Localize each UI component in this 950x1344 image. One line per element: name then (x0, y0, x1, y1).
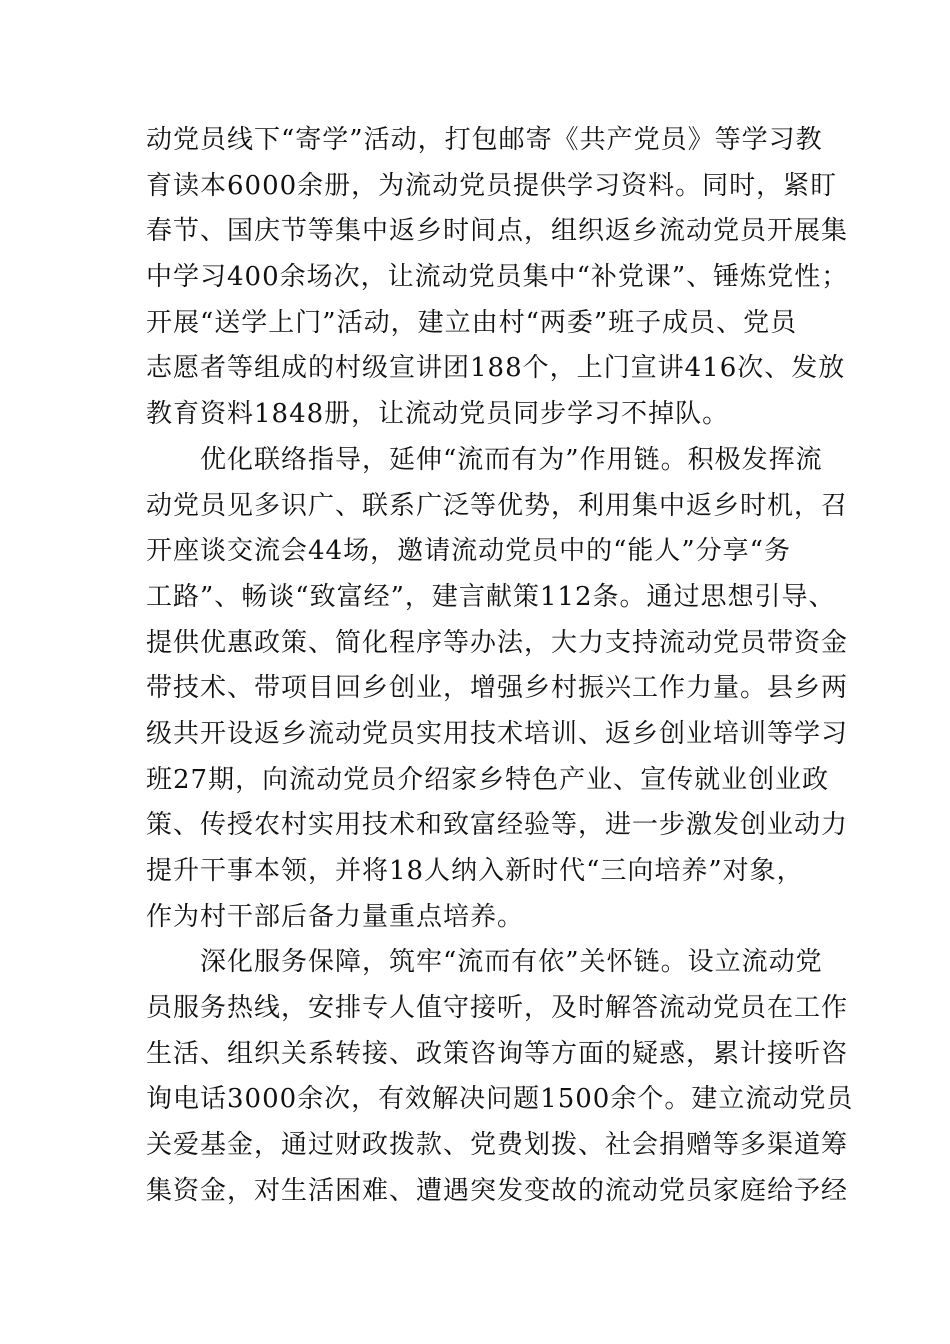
paragraph-start-line: 深化服务保障，筑牢“流而有依”关怀链。设立流动党 (146, 947, 823, 978)
text-line: 动党员线下“寄学”活动，打包邮寄《共产党员》等学习教 (146, 125, 823, 155)
text-line: 动党员见多识广、联系广泛等优势，利用集中返乡时机，召 (146, 490, 849, 521)
text-line: 育读本6000余册，为流动党员提供学习资料。同时，紧盯 (146, 170, 838, 201)
text-line: 开座谈交流会44场，邀请流动党员中的“能人”分享“务 (146, 536, 791, 567)
text-line: 员服务热线，安排专人值守接听，及时解答流动党员在工作 (146, 993, 849, 1024)
text-line: 询电话3000余次，有效解决问题1500余个。建立流动党员 (146, 1084, 854, 1115)
text-line: 带技术、带项目回乡创业，增强乡村振兴工作力量。县乡两 (146, 673, 849, 704)
paragraph-start-line: 优化联络指导，延伸“流而有为”作用链。积极发挥流 (146, 444, 823, 475)
text-line: 开展“送学上门”活动，建立由村“两委”班子成员、党员 (146, 307, 798, 338)
text-line: 教育资料1848册，让流动党员同步学习不掉队。 (146, 399, 730, 430)
text-line: 作为村干部后备力量重点培养。 (146, 901, 525, 932)
text-line: 工路”、畅谈“致富经”，建言献策112条。通过思想引导、 (146, 581, 836, 612)
body-text (146, 118, 854, 1215)
text-line: 生活、组织关系转接、政策咨询等方面的疑惑，累计接听咨 (146, 1038, 849, 1069)
text-line: 提供优惠政策、简化程序等办法，大力支持流动党员带资金 (146, 627, 849, 658)
text-line: 关爱基金，通过财政拨款、党费划拨、社会捐赠等多渠道筹 (146, 1130, 849, 1161)
text-line: 志愿者等组成的村级宣讲团188个，上门宣讲416次、发放 (146, 353, 846, 384)
text-line: 策、传授农村实用技术和致富经验等，进一步激发创业动力 (146, 810, 849, 841)
text-line: 中学习400余场次，让流动党员集中“补党课”、锤炼党性； (146, 262, 849, 293)
text-line: 班27期，向流动党员介绍家乡特色产业、宣传就业创业政 (146, 764, 830, 795)
text-line: 集资金，对生活困难、遭遇突发变故的流动党员家庭给予经 (146, 1175, 849, 1206)
text-line: 春节、国庆节等集中返乡时间点，组织返乡流动党员开展集 (146, 216, 849, 247)
text-line: 级共开设返乡流动党员实用技术培训、返乡创业培训等学习 (146, 718, 849, 749)
text-line: 提升干事本领，并将18人纳入新时代“三向培养”对象， (146, 856, 804, 886)
